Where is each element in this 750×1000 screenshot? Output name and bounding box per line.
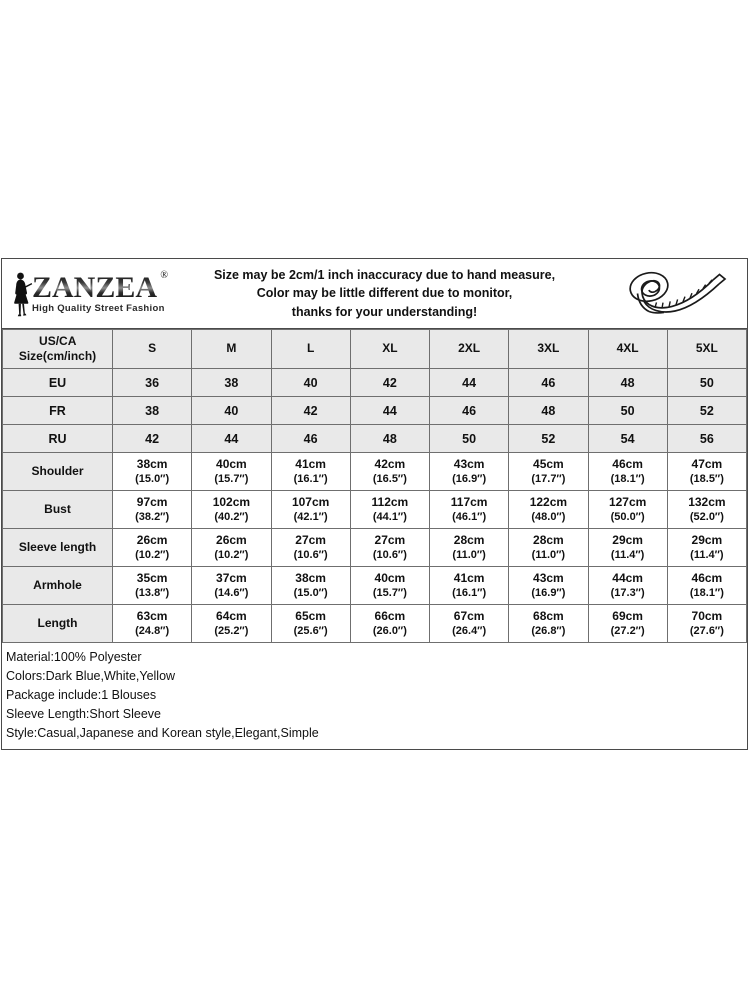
value-cm: 38cm	[295, 570, 326, 585]
product-description	[2, 643, 747, 749]
value-inch: (26.8″)	[531, 625, 566, 638]
cell-ru-xl: 48	[350, 425, 429, 453]
value-inch: (15.7″)	[214, 473, 249, 486]
value-inch: (15.0″)	[293, 587, 328, 600]
value-inch: (26.4″)	[452, 625, 487, 638]
cell-length-s	[113, 605, 192, 643]
value-cm: 43cm	[453, 456, 485, 471]
value-inch: (10.6″)	[372, 549, 407, 562]
cell-fr-m: 40	[192, 397, 271, 425]
value-inch: (17.3″)	[610, 587, 645, 600]
value-inch: (18.1″)	[610, 473, 645, 486]
cell-shoulder-3xl	[509, 453, 588, 491]
cell-bust-m	[192, 491, 271, 529]
woman-silhouette-icon	[10, 271, 34, 317]
description-package: Package include:1 Blouses	[6, 688, 157, 702]
description-colors: Colors:Dark Blue,White,Yellow	[6, 669, 176, 683]
measuring-tape-icon	[607, 268, 747, 320]
value-cm: 28cm	[453, 532, 485, 547]
value-cm: 63cm	[136, 608, 168, 623]
cell-fr-2xl: 46	[430, 397, 509, 425]
cell-eu-l: 40	[271, 369, 350, 397]
table-row-sleeve-length	[3, 529, 747, 567]
cell-ru-4xl: 54	[588, 425, 667, 453]
value-inch: (16.1″)	[293, 473, 328, 486]
cell-length-l	[271, 605, 350, 643]
cell-fr-4xl: 50	[588, 397, 667, 425]
cell-eu-5xl: 50	[667, 369, 746, 397]
measurement-notice	[162, 266, 607, 320]
cell-bust-s	[113, 491, 192, 529]
registered-mark-icon: ®	[160, 270, 169, 282]
value-inch: (16.9″)	[452, 473, 487, 486]
value-cm: 37cm	[216, 570, 247, 585]
cell-eu-2xl: 44	[430, 369, 509, 397]
column-header-xl: XL	[350, 330, 429, 369]
cell-sleeve-4xl	[588, 529, 667, 567]
size-table	[2, 329, 747, 643]
value-cm: 43cm	[533, 570, 564, 585]
value-cm: 68cm	[533, 608, 564, 623]
description-sleeve-length: Sleeve Length:Short Sleeve	[6, 707, 161, 721]
value-cm: 97cm	[136, 494, 168, 509]
value-inch: (44.1″)	[372, 511, 407, 524]
cell-bust-xl	[350, 491, 429, 529]
value-inch: (27.6″)	[689, 625, 724, 638]
row-label-fr: FR	[3, 397, 113, 425]
value-inch: (46.1″)	[452, 511, 487, 524]
cell-armhole-l	[271, 567, 350, 605]
column-header-3xl: 3XL	[509, 330, 588, 369]
value-inch: (50.0″)	[610, 511, 645, 524]
value-cm: 107cm	[291, 494, 330, 509]
value-inch: (42.1″)	[293, 511, 328, 524]
notice-line-2: Color may be little different due to monitor,	[256, 286, 513, 301]
row-label-eu: EU	[3, 369, 113, 397]
cell-ru-3xl: 52	[509, 425, 588, 453]
value-inch: (52.0″)	[689, 511, 724, 524]
value-inch: (48.0″)	[531, 511, 566, 524]
value-cm: 112cm	[371, 494, 409, 509]
cell-sleeve-3xl	[509, 529, 588, 567]
cell-armhole-s	[113, 567, 192, 605]
column-header-2xl: 2XL	[430, 330, 509, 369]
cell-bust-l	[271, 491, 350, 529]
value-cm: 69cm	[612, 608, 643, 623]
cell-armhole-5xl	[667, 567, 746, 605]
cell-armhole-4xl	[588, 567, 667, 605]
value-inch: (10.2″)	[135, 549, 170, 562]
cell-ru-m: 44	[192, 425, 271, 453]
cell-shoulder-s	[113, 453, 192, 491]
column-header-m: M	[192, 330, 271, 369]
size-chart-card	[1, 258, 748, 750]
column-header-s: S	[113, 330, 192, 369]
table-row-bust	[3, 491, 747, 529]
cell-shoulder-l	[271, 453, 350, 491]
cell-ru-2xl: 50	[430, 425, 509, 453]
value-inch: (25.6″)	[293, 625, 328, 638]
value-cm: 41cm	[453, 570, 485, 585]
value-inch: (24.8″)	[135, 625, 170, 638]
cell-shoulder-4xl	[588, 453, 667, 491]
value-cm: 64cm	[216, 608, 247, 623]
value-cm: 46cm	[691, 570, 723, 585]
value-cm: 127cm	[608, 494, 647, 509]
cell-ru-l: 46	[271, 425, 350, 453]
value-inch: (11.4″)	[690, 549, 724, 562]
value-cm: 27cm	[295, 532, 326, 547]
cell-bust-2xl	[430, 491, 509, 529]
cell-fr-5xl: 52	[667, 397, 746, 425]
cell-bust-5xl	[667, 491, 746, 529]
value-inch: (15.0″)	[135, 473, 170, 486]
cell-fr-s: 38	[113, 397, 192, 425]
cell-sleeve-2xl	[430, 529, 509, 567]
cell-length-4xl	[588, 605, 667, 643]
row-label-bust: Bust	[3, 491, 113, 529]
cell-length-xl	[350, 605, 429, 643]
cell-eu-3xl: 46	[509, 369, 588, 397]
value-inch: (18.1″)	[689, 587, 724, 600]
table-row-length	[3, 605, 747, 643]
value-cm: 67cm	[453, 608, 485, 623]
chart-header-banner	[2, 259, 747, 329]
value-cm: 45cm	[533, 456, 564, 471]
cell-eu-xl: 42	[350, 369, 429, 397]
cell-fr-l: 42	[271, 397, 350, 425]
size-table-body	[3, 330, 747, 643]
cell-sleeve-xl	[350, 529, 429, 567]
value-cm: 41cm	[295, 456, 326, 471]
value-cm: 26cm	[136, 532, 168, 547]
value-inch: (18.5″)	[689, 473, 724, 486]
table-header-row	[3, 330, 747, 369]
notice-line-1: Size may be 2cm/1 inch inaccuracy due to hand measure,	[213, 268, 556, 283]
value-cm: 65cm	[295, 608, 326, 623]
value-inch: (38.2″)	[135, 511, 170, 524]
corner-label-line-2: Size(cm/inch)	[18, 349, 97, 363]
cell-armhole-xl	[350, 567, 429, 605]
notice-line-3: thanks for your understanding!	[291, 304, 478, 319]
column-header-5xl: 5XL	[667, 330, 746, 369]
brand-logo	[2, 270, 169, 317]
row-label-ru: RU	[3, 425, 113, 453]
value-cm: 42cm	[374, 456, 406, 471]
value-inch: (11.0″)	[452, 549, 486, 562]
corner-label-line-1: US/CA	[39, 333, 76, 348]
value-inch: (10.6″)	[293, 549, 328, 562]
row-label-shoulder: Shoulder	[3, 453, 113, 491]
value-inch: (16.5″)	[372, 473, 407, 486]
cell-armhole-3xl	[509, 567, 588, 605]
value-cm: 38cm	[136, 456, 168, 471]
cell-shoulder-5xl	[667, 453, 746, 491]
value-cm: 40cm	[216, 456, 247, 471]
value-cm: 46cm	[612, 456, 643, 471]
value-cm: 27cm	[374, 532, 406, 547]
cell-sleeve-s	[113, 529, 192, 567]
cell-eu-m: 38	[192, 369, 271, 397]
cell-armhole-m	[192, 567, 271, 605]
cell-bust-3xl	[509, 491, 588, 529]
value-cm: 66cm	[374, 608, 406, 623]
value-cm: 35cm	[136, 570, 168, 585]
description-style: Style:Casual,Japanese and Korean style,Elegant,Simple	[6, 726, 319, 740]
cell-sleeve-5xl	[667, 529, 746, 567]
value-inch: (40.2″)	[214, 511, 249, 524]
cell-length-5xl	[667, 605, 746, 643]
row-label-sleeve-length: Sleeve length	[3, 529, 113, 567]
value-inch: (17.7″)	[531, 473, 566, 486]
cell-fr-xl: 44	[350, 397, 429, 425]
cell-length-2xl	[430, 605, 509, 643]
value-inch: (25.2″)	[214, 625, 249, 638]
value-cm: 44cm	[612, 570, 643, 585]
table-corner-header	[3, 330, 113, 369]
brand-name: ZANZEA	[32, 271, 158, 305]
cell-eu-4xl: 48	[588, 369, 667, 397]
cell-shoulder-xl	[350, 453, 429, 491]
cell-eu-s: 36	[113, 369, 192, 397]
brand-wordmark	[32, 270, 169, 315]
row-label-armhole: Armhole	[3, 567, 113, 605]
value-cm: 28cm	[533, 532, 564, 547]
value-cm: 102cm	[212, 494, 251, 509]
cell-length-m	[192, 605, 271, 643]
column-header-l: L	[271, 330, 350, 369]
table-row-armhole	[3, 567, 747, 605]
value-cm: 29cm	[691, 532, 723, 547]
cell-shoulder-m	[192, 453, 271, 491]
value-inch: (11.0″)	[531, 549, 566, 562]
value-cm: 26cm	[216, 532, 247, 547]
description-material: Material:100% Polyester	[6, 650, 142, 664]
row-label-length: Length	[3, 605, 113, 643]
cell-sleeve-l	[271, 529, 350, 567]
cell-ru-s: 42	[113, 425, 192, 453]
value-inch: (26.0″)	[372, 625, 407, 638]
cell-ru-5xl: 56	[667, 425, 746, 453]
value-cm: 132cm	[688, 494, 726, 509]
value-cm: 70cm	[691, 608, 723, 623]
column-header-4xl: 4XL	[588, 330, 667, 369]
value-inch: (27.2″)	[610, 625, 645, 638]
value-cm: 122cm	[529, 494, 568, 509]
cell-armhole-2xl	[430, 567, 509, 605]
value-inch: (16.9″)	[531, 587, 566, 600]
value-inch: (15.7″)	[372, 587, 407, 600]
value-inch: (13.8″)	[135, 587, 170, 600]
brand-tagline: High Quality Street Fashion	[32, 303, 165, 315]
value-inch: (14.6″)	[214, 587, 249, 600]
value-cm: 117cm	[450, 494, 488, 509]
cell-shoulder-2xl	[430, 453, 509, 491]
value-inch: (10.2″)	[214, 549, 249, 562]
cell-sleeve-m	[192, 529, 271, 567]
cell-bust-4xl	[588, 491, 667, 529]
value-cm: 40cm	[374, 570, 406, 585]
table-row-ru	[3, 425, 747, 453]
cell-fr-3xl: 48	[509, 397, 588, 425]
value-cm: 29cm	[612, 532, 643, 547]
value-cm: 47cm	[691, 456, 723, 471]
table-row-fr	[3, 397, 747, 425]
value-inch: (11.4″)	[610, 549, 645, 562]
cell-length-3xl	[509, 605, 588, 643]
value-inch: (16.1″)	[452, 587, 487, 600]
table-row-eu	[3, 369, 747, 397]
table-row-shoulder	[3, 453, 747, 491]
